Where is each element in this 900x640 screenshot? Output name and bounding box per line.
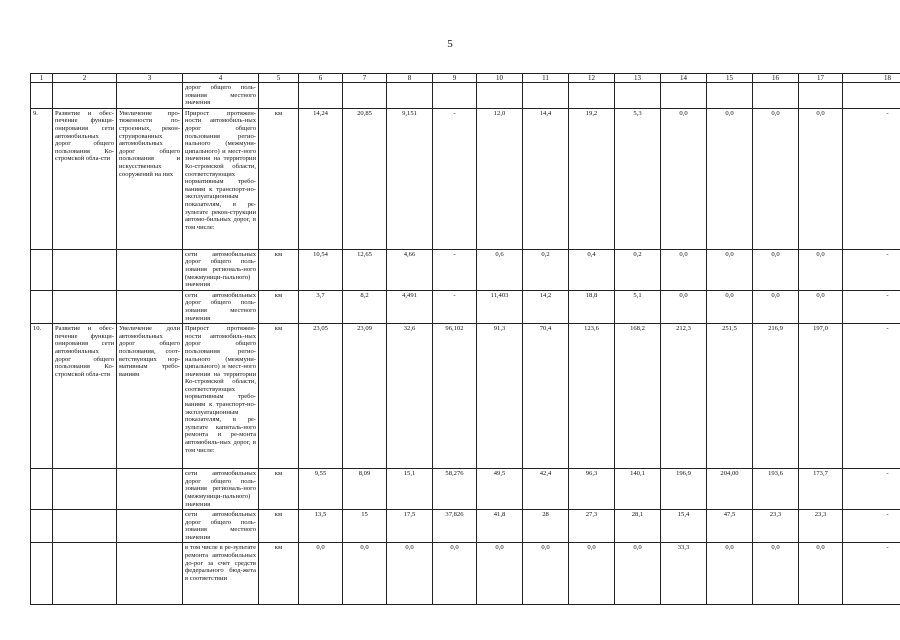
goal-cell: Развитие и обес-печение функци-онирования сети автомобильных дорог общего пользования Ко-стромской обла-сти	[53, 108, 117, 249]
value-cell: 32,6	[387, 324, 433, 469]
value-cell: 0,0	[661, 290, 707, 323]
note-cell: -	[843, 510, 900, 543]
value-cell: 14,4	[523, 108, 569, 249]
unit-cell: км	[259, 249, 299, 290]
table-row	[31, 290, 900, 323]
column-number: 15	[707, 74, 753, 83]
value-cell: 3,7	[299, 290, 343, 323]
column-number: 12	[569, 74, 615, 83]
column-number: 9	[433, 74, 477, 83]
value-cell: 216,9	[753, 324, 799, 469]
indicator-cell: дорог общего поль-зования местного значения	[183, 83, 259, 109]
value-cell	[615, 83, 661, 109]
value-cell: 193,6	[753, 469, 799, 510]
indicator-cell: сети автомобильных дорог общего поль-зования региональ-ного (межмуници-пального) значения	[183, 249, 259, 290]
note-cell: -	[843, 469, 900, 510]
goal-cell	[53, 249, 117, 290]
note-cell: -	[843, 108, 900, 249]
note-cell: -	[843, 249, 900, 290]
table-row	[31, 83, 900, 109]
goal-cell	[53, 510, 117, 543]
value-cell: 14,24	[299, 108, 343, 249]
row-index	[31, 83, 53, 109]
value-cell: 28	[523, 510, 569, 543]
value-cell: 11,403	[477, 290, 523, 323]
page-number: 5	[447, 38, 453, 50]
task-cell	[117, 543, 183, 605]
value-cell: 0,0	[707, 290, 753, 323]
unit-cell: км	[259, 108, 299, 249]
value-cell: 47,5	[707, 510, 753, 543]
column-number: 4	[183, 74, 259, 83]
value-cell: 0,0	[799, 290, 843, 323]
value-cell: 0,2	[615, 249, 661, 290]
value-cell: 204,00	[707, 469, 753, 510]
row-index	[31, 543, 53, 605]
value-cell	[433, 83, 477, 109]
goal-cell	[53, 83, 117, 109]
unit-cell: км	[259, 290, 299, 323]
value-cell: 0,0	[615, 543, 661, 605]
unit-cell: км	[259, 543, 299, 605]
value-cell: 0,0	[387, 543, 433, 605]
note-cell: -	[843, 324, 900, 469]
task-cell	[117, 469, 183, 510]
value-cell: 70,4	[523, 324, 569, 469]
row-index	[31, 510, 53, 543]
goal-cell	[53, 543, 117, 605]
value-cell: 0,0	[753, 108, 799, 249]
task-cell: Увеличение про-тяженности по-строенных, рекон-струированных автомобильных дорог общего пользования и искусственных сооружений на них	[117, 108, 183, 249]
value-cell: 91,3	[477, 324, 523, 469]
value-cell	[707, 83, 753, 109]
indicator-cell: Прирост протяжен-ности автомобиль-ных дорог общего пользования регио-нального (межмуни-ципального) и мест-ного значения на территории Ко-стромской области, соответствующих нормативным требо-ваниям к транспорт-но-эксплуатационным показателям, в ре-зультате рекон-струкции автомо-бильных дорог, в том числе:	[183, 108, 259, 249]
unit-cell: км	[259, 510, 299, 543]
value-cell: 0,0	[569, 543, 615, 605]
value-cell: 0,0	[477, 543, 523, 605]
value-cell: -	[433, 290, 477, 323]
value-cell: 20,85	[343, 108, 387, 249]
value-cell: 41,8	[477, 510, 523, 543]
value-cell: 0,0	[433, 543, 477, 605]
value-cell: 42,4	[523, 469, 569, 510]
value-cell: 123,6	[569, 324, 615, 469]
row-index	[31, 469, 53, 510]
value-cell: 14,2	[523, 290, 569, 323]
value-cell: 96,102	[433, 324, 477, 469]
value-cell: 212,3	[661, 324, 707, 469]
column-number: 8	[387, 74, 433, 83]
row-index	[31, 249, 53, 290]
goal-cell: Развитие и обес-печение функци-онирования сети автомобильных дорог общего пользования Ко-стромской обла-сти	[53, 324, 117, 469]
value-cell: 140,1	[615, 469, 661, 510]
task-cell	[117, 83, 183, 109]
value-cell: 49,5	[477, 469, 523, 510]
task-cell	[117, 510, 183, 543]
row-index: 9.	[31, 108, 53, 249]
value-cell: 96,3	[569, 469, 615, 510]
value-cell: 10,54	[299, 249, 343, 290]
value-cell: 23,3	[753, 510, 799, 543]
goal-cell	[53, 290, 117, 323]
value-cell	[523, 83, 569, 109]
value-cell: 13,5	[299, 510, 343, 543]
value-cell: 9,151	[387, 108, 433, 249]
value-cell: 15	[343, 510, 387, 543]
table-row	[31, 249, 900, 290]
column-number: 16	[753, 74, 799, 83]
column-number: 6	[299, 74, 343, 83]
value-cell: 0,0	[523, 543, 569, 605]
value-cell: 197,0	[799, 324, 843, 469]
column-number: 3	[117, 74, 183, 83]
value-cell: 0,2	[523, 249, 569, 290]
unit-cell	[259, 83, 299, 109]
value-cell: 0,4	[569, 249, 615, 290]
value-cell: 18,8	[569, 290, 615, 323]
value-cell: 12,0	[477, 108, 523, 249]
value-cell: 58,276	[433, 469, 477, 510]
value-cell: 23,3	[799, 510, 843, 543]
table-row	[31, 510, 900, 543]
unit-cell: км	[259, 324, 299, 469]
table-row	[31, 324, 900, 469]
value-cell: 9,55	[299, 469, 343, 510]
value-cell: 168,2	[615, 324, 661, 469]
value-cell: 0,0	[707, 108, 753, 249]
value-cell: 23,05	[299, 324, 343, 469]
value-cell: 0,0	[753, 290, 799, 323]
column-number: 2	[53, 74, 117, 83]
value-cell: 4,491	[387, 290, 433, 323]
value-cell: 8,09	[343, 469, 387, 510]
column-number-row	[31, 74, 900, 83]
row-index	[31, 290, 53, 323]
value-cell: 0,0	[707, 249, 753, 290]
task-cell	[117, 290, 183, 323]
value-cell: 0,6	[477, 249, 523, 290]
note-cell: -	[843, 543, 900, 605]
value-cell: 0,0	[799, 108, 843, 249]
note-cell: -	[843, 290, 900, 323]
value-cell: -	[433, 249, 477, 290]
value-cell	[477, 83, 523, 109]
value-cell: 0,0	[661, 249, 707, 290]
value-cell: 0,0	[343, 543, 387, 605]
value-cell: 0,0	[753, 543, 799, 605]
value-cell: 8,2	[343, 290, 387, 323]
value-cell: 27,3	[569, 510, 615, 543]
note-cell	[843, 83, 900, 109]
value-cell: 4,66	[387, 249, 433, 290]
value-cell: 0,0	[707, 543, 753, 605]
value-cell	[387, 83, 433, 109]
value-cell	[299, 83, 343, 109]
value-cell: 12,65	[343, 249, 387, 290]
value-cell: 0,0	[799, 543, 843, 605]
indicators-table	[30, 73, 900, 605]
column-number: 1	[31, 74, 53, 83]
value-cell	[343, 83, 387, 109]
value-cell: 196,9	[661, 469, 707, 510]
value-cell: 5,3	[615, 108, 661, 249]
value-cell: 28,1	[615, 510, 661, 543]
column-number: 5	[259, 74, 299, 83]
task-cell: Увеличение доли автомобильных дорог общего пользования, соот-ветствующих нор-мативным требо-ваниям	[117, 324, 183, 469]
indicator-cell: сети автомобильных дорог общего поль-зования местного значения	[183, 290, 259, 323]
goal-cell	[53, 469, 117, 510]
value-cell: 173,7	[799, 469, 843, 510]
unit-cell: км	[259, 469, 299, 510]
indicator-cell: сети автомобильных дорог общего поль-зования региональ-ного (межмуници-пального) значения	[183, 469, 259, 510]
column-number: 13	[615, 74, 661, 83]
table-row	[31, 108, 900, 249]
column-number: 11	[523, 74, 569, 83]
value-cell	[799, 83, 843, 109]
column-number: 10	[477, 74, 523, 83]
table-row	[31, 543, 900, 605]
value-cell: 33,3	[661, 543, 707, 605]
value-cell: 15,4	[661, 510, 707, 543]
value-cell	[753, 83, 799, 109]
indicator-cell: Прирост протяжен-ности автомобиль-ных дорог общего пользования регио-нального (межмуни-ципального) и мест-ного значения на территории Ко-стромской области, соответствующих нормативным требо-ваниям к транспорт-но-эксплуатационным показателям, в ре-зультате капиталь-ного ремонта и ре-монта автомобиль-ных дорог, в том числе:	[183, 324, 259, 469]
value-cell: 0,0	[799, 249, 843, 290]
indicator-cell: в том числе в ре-зультате ремонта автомобильных до-рог за счет средств федерального бюд-жета в соответствии	[183, 543, 259, 605]
value-cell: 15,1	[387, 469, 433, 510]
column-number: 17	[799, 74, 843, 83]
value-cell	[661, 83, 707, 109]
column-number: 14	[661, 74, 707, 83]
value-cell: 251,5	[707, 324, 753, 469]
value-cell: 37,826	[433, 510, 477, 543]
value-cell: 0,0	[299, 543, 343, 605]
value-cell: 23,09	[343, 324, 387, 469]
column-number: 18	[843, 74, 900, 83]
indicator-cell: сети автомобильных дорог общего поль-зования местного значения	[183, 510, 259, 543]
value-cell: 17,5	[387, 510, 433, 543]
column-number: 7	[343, 74, 387, 83]
value-cell: -	[433, 108, 477, 249]
task-cell	[117, 249, 183, 290]
row-index: 10.	[31, 324, 53, 469]
value-cell: 0,0	[753, 249, 799, 290]
table-row	[31, 469, 900, 510]
value-cell: 0,0	[661, 108, 707, 249]
value-cell: 19,2	[569, 108, 615, 249]
value-cell	[569, 83, 615, 109]
value-cell: 5,1	[615, 290, 661, 323]
